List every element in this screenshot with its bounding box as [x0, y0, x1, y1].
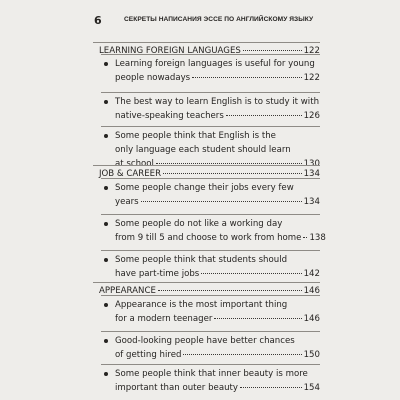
toc-entry-line: have part-time jobs: [115, 269, 200, 279]
toc-page-number: 134: [303, 197, 320, 207]
toc-entry-line: at school: [115, 159, 154, 169]
toc-page-number: 154: [303, 383, 320, 393]
toc-entry-line: native-speaking teachers: [115, 111, 224, 121]
dot-leader: [201, 273, 301, 274]
dot-leader: [214, 318, 301, 319]
toc-page-number: 122: [303, 46, 320, 56]
toc-entry: [101, 364, 320, 400]
bullet-icon: [104, 100, 108, 104]
dot-leader: [158, 290, 302, 291]
bullet-icon: [104, 62, 108, 66]
toc-section-title: LEARNING FOREIGN LANGUAGES: [99, 46, 241, 56]
toc-entry: [101, 214, 326, 252]
toc-entry-line: Some people change their jobs every few: [115, 183, 294, 193]
dot-leader: [303, 237, 307, 238]
page-header: [94, 11, 320, 31]
toc-page-number: 142: [303, 269, 320, 279]
running-title: СЕКРЕТЫ НАПИСАНИЯ ЭССЕ ПО АНГЛИЙСКОМУ ЯЗЫКУ: [124, 16, 314, 23]
toc-section: [93, 282, 320, 296]
bullet-icon: [104, 134, 108, 138]
toc-entry: [101, 54, 320, 94]
toc-entry-line: The best way to learn English is to study it with: [115, 97, 320, 107]
bullet-icon: [104, 339, 108, 343]
toc-section-title: JOB & CAREER: [99, 169, 162, 179]
dot-leader: [240, 387, 302, 388]
toc-entry-line: Learning foreign languages is useful for young: [115, 59, 315, 69]
toc-page-number: 134: [303, 169, 320, 179]
dot-leader: [141, 201, 302, 202]
toc-entry-line: important than outer beauty: [115, 383, 238, 393]
toc-page-number: 138: [309, 233, 326, 243]
toc-entry-line: Some people do not like a working day: [115, 219, 283, 229]
toc-entry: [101, 295, 320, 333]
toc-entry: [101, 92, 320, 130]
toc-entry-line: Some people think that students should: [115, 255, 288, 265]
dot-leader: [243, 50, 302, 51]
bullet-icon: [104, 222, 108, 226]
toc-entry-line: Some people think that inner beauty is more: [115, 369, 308, 379]
toc-entry-line: of getting hired: [115, 350, 182, 360]
toc-entry: [101, 178, 320, 216]
toc-entry-line: only language each student should learn: [115, 145, 291, 155]
bullet-icon: [104, 258, 108, 262]
toc-entry-line: years: [115, 197, 139, 207]
toc-page-number: 146: [303, 314, 320, 324]
toc-entry-line: Appearance is the most important thing: [115, 300, 288, 310]
toc-page-number: 122: [303, 73, 320, 83]
toc-page-number: 126: [303, 111, 320, 121]
bullet-icon: [104, 372, 108, 376]
toc-entry-line: from 9 till 5 and choose to work from home: [115, 233, 302, 243]
dot-leader: [156, 163, 302, 164]
toc-section-title: APPEARANCE: [99, 286, 156, 296]
toc-entry-line: Some people think that English is the: [115, 131, 276, 141]
bullet-icon: [104, 303, 108, 307]
toc-entry-line: for a modern teenager: [115, 314, 213, 324]
dot-leader: [183, 354, 301, 355]
toc-entry: [101, 331, 320, 367]
dot-leader: [226, 115, 302, 116]
toc-entry-line: Good-looking people have better chances: [115, 336, 295, 346]
toc-page-number: 130: [303, 159, 320, 169]
page-number: 6: [94, 14, 102, 27]
toc-section: [93, 165, 320, 179]
toc-page-number: 150: [303, 350, 320, 360]
dot-leader: [163, 173, 302, 174]
toc-entry-line: people nowadays: [115, 73, 191, 83]
bullet-icon: [104, 186, 108, 190]
dot-leader: [192, 77, 301, 78]
toc-page-number: 146: [303, 286, 320, 296]
